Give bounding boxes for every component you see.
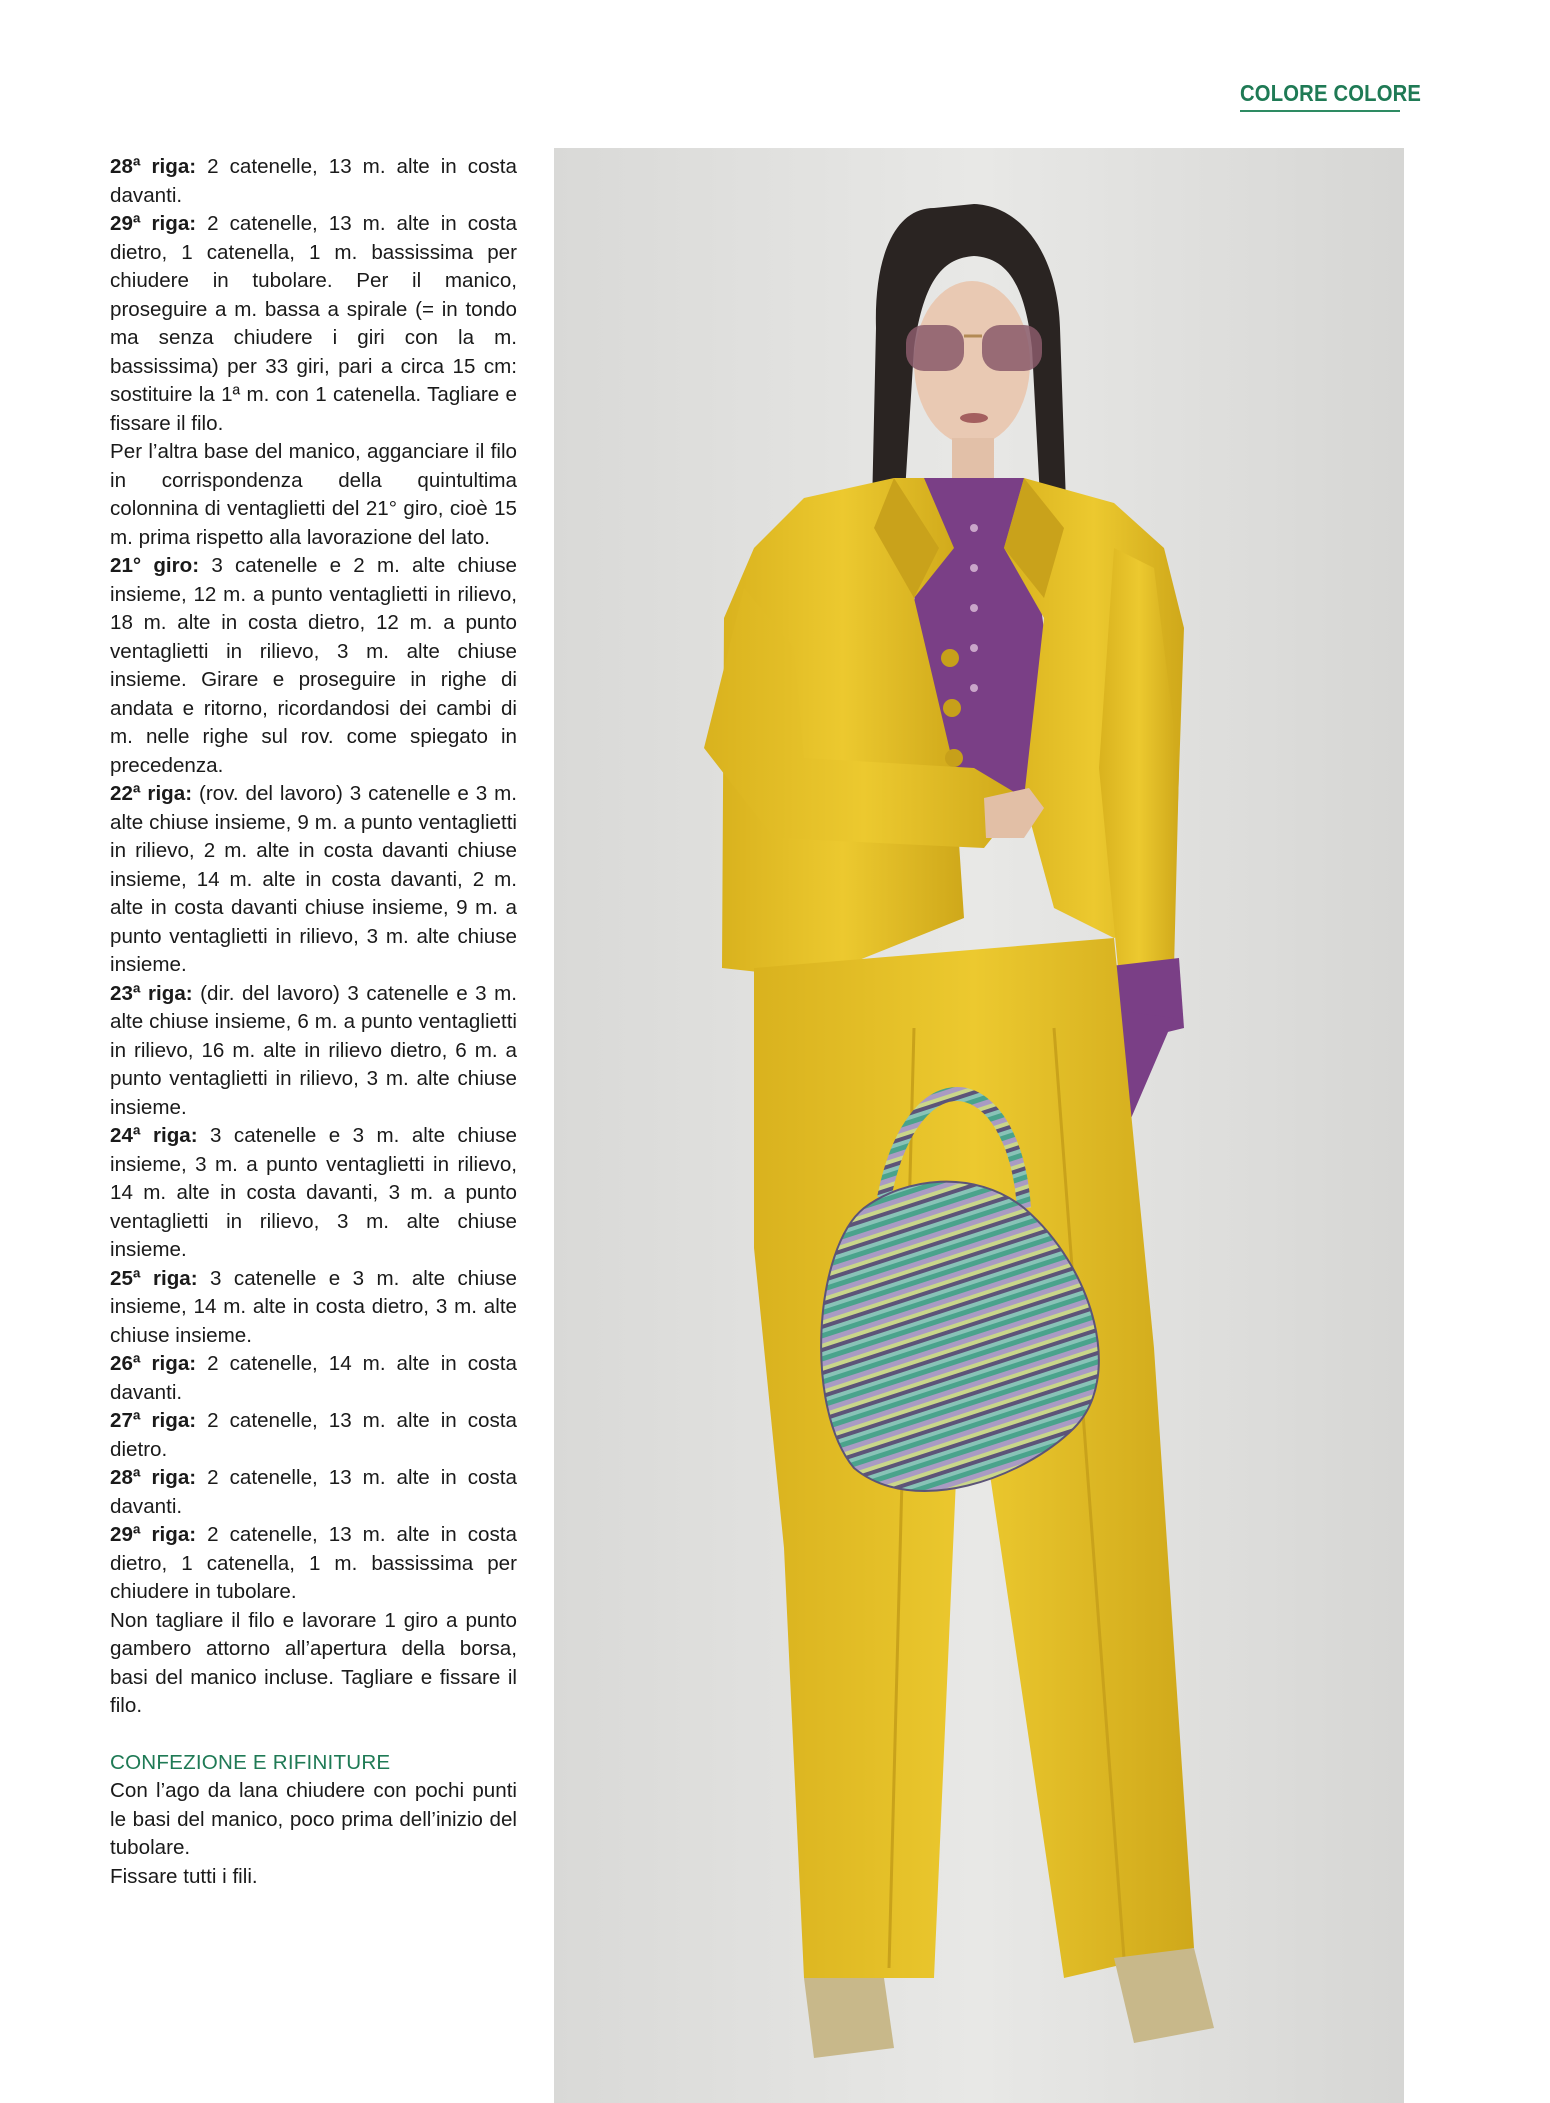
instruction-paragraph — [110, 210, 517, 438]
instruction-paragraph — [110, 1521, 517, 1607]
row-label: 21° giro: — [110, 554, 200, 577]
row-text: 2 catenelle, 13 m. alte in costa davanti. — [110, 1466, 517, 1518]
instruction-paragraph — [110, 1464, 517, 1521]
instruction-paragraph — [110, 552, 517, 780]
row-text: 2 catenelle, 14 m. alte in costa davanti. — [110, 1352, 517, 1404]
instruction-paragraph — [110, 780, 517, 980]
row-text: (dir. del lavoro) 3 catenelle e 3 m. alte chiuse insieme, 6 m. a punto ventaglietti in rilievo, 16 m. alte in rilievo dietro, 6 m. a punto ventaglietti in rilievo, 3 m. alte chiuse insieme. — [110, 981, 517, 1119]
instruction-paragraph — [110, 1607, 517, 1721]
row-label: 27ª riga: — [110, 1409, 197, 1432]
finishing-section-heading: CONFEZIONE E RIFINITURE — [110, 1750, 391, 1774]
instruction-paragraph — [110, 1407, 517, 1464]
row-text: Per l’altra base del manico, agganciare il filo in corrispondenza della quintultima colonnina di ventaglietti del 21° giro, cioè 15 m. prima rispetto alla lavorazione del lato. — [110, 440, 517, 549]
model-lips — [960, 413, 988, 423]
header-rule — [1240, 110, 1400, 112]
finishing-paragraph: Con l’ago da lana chiudere con pochi punti le basi del manico, poco prima dell’inizio del tubolare. — [110, 1779, 517, 1859]
row-label: 23ª riga: — [110, 981, 193, 1005]
row-text: 3 catenelle e 3 m. alte chiuse insieme, 14 m. alte in costa dietro, 3 m. alte chiuse insieme. — [110, 1266, 517, 1347]
row-label: 26ª riga: — [110, 1352, 197, 1375]
row-label: 29ª riga: — [110, 212, 197, 235]
row-text: 2 catenelle, 13 m. alte in costa dietro. — [110, 1409, 517, 1461]
row-text: 2 catenelle, 13 m. alte in costa davanti. — [110, 155, 517, 207]
instruction-paragraph — [110, 980, 517, 1123]
row-label: 29ª riga: — [110, 1523, 197, 1546]
instructions-column — [110, 153, 517, 1891]
row-label: 24ª riga: — [110, 1124, 198, 1147]
row-label: 22ª riga: — [110, 782, 193, 805]
gold-shoe-left — [804, 1978, 894, 2058]
fashion-photo — [554, 148, 1404, 2103]
instruction-paragraph — [110, 1122, 517, 1265]
instruction-paragraph — [110, 1265, 517, 1351]
row-text: 2 catenelle, 13 m. alte in costa dietro, 1 catenella, 1 m. bassissima per chiudere in tubolare. Per il manico, proseguire a m. bassa a spirale (= in tondo ma senza chiudere i giri con la m. bassissima) per 33 giri, pari a circa 15 cm: sostituire la 1ª m. con 1 catenella. Tagliare e fissare il filo. — [110, 212, 517, 435]
instruction-paragraph — [110, 153, 517, 210]
row-text: (rov. del lavoro) 3 catenelle e 3 m. alte chiuse insieme, 9 m. a punto ventaglietti in rilievo, 2 m. alte in costa davanti chiuse insieme, 14 m. alte in costa davanti, 2 m. alte in costa davanti chiuse insieme, 9 m. a punto ventaglietti in rilievo, 3 m. alte chiuse insieme. — [110, 782, 517, 976]
row-text: 3 catenelle e 2 m. alte chiuse insieme, 12 m. a punto ventaglietti in rilievo, 18 m. alte in costa dietro, 12 m. a punto ventaglietti in rilievo, 3 m. alte chiuse insieme. Girare e proseguire in righe di andata e ritorno, ricordandosi dei cambi di m. nelle righe sul rov. come spiegato in precedenza. — [110, 554, 517, 777]
row-label: 28ª riga: — [110, 155, 197, 178]
row-label: 25ª riga: — [110, 1266, 198, 1290]
row-text: 2 catenelle, 13 m. alte in costa dietro, 1 catenella, 1 m. bassissima per chiudere in tubolare. — [110, 1523, 517, 1603]
row-text: 3 catenelle e 3 m. alte chiuse insieme, 3 m. a punto ventaglietti in rilievo, 14 m. alte in costa davanti, 3 m. a punto ventaglietti in rilievo, 3 m. alte chiuse insieme. — [110, 1124, 517, 1261]
row-label: 28ª riga: — [110, 1466, 197, 1489]
section-title-label: COLORE COLORE — [1240, 80, 1422, 106]
instruction-paragraph — [110, 438, 517, 552]
row-text: Non tagliare il filo e lavorare 1 giro a punto gambero attorno all’apertura della borsa, basi del manico incluse. Tagliare e fissare il filo. — [110, 1608, 517, 1717]
finishing-paragraph: Fissare tutti i fili. — [110, 1864, 258, 1888]
instruction-paragraph — [110, 1350, 517, 1407]
magazine-section-header — [1240, 78, 1422, 112]
